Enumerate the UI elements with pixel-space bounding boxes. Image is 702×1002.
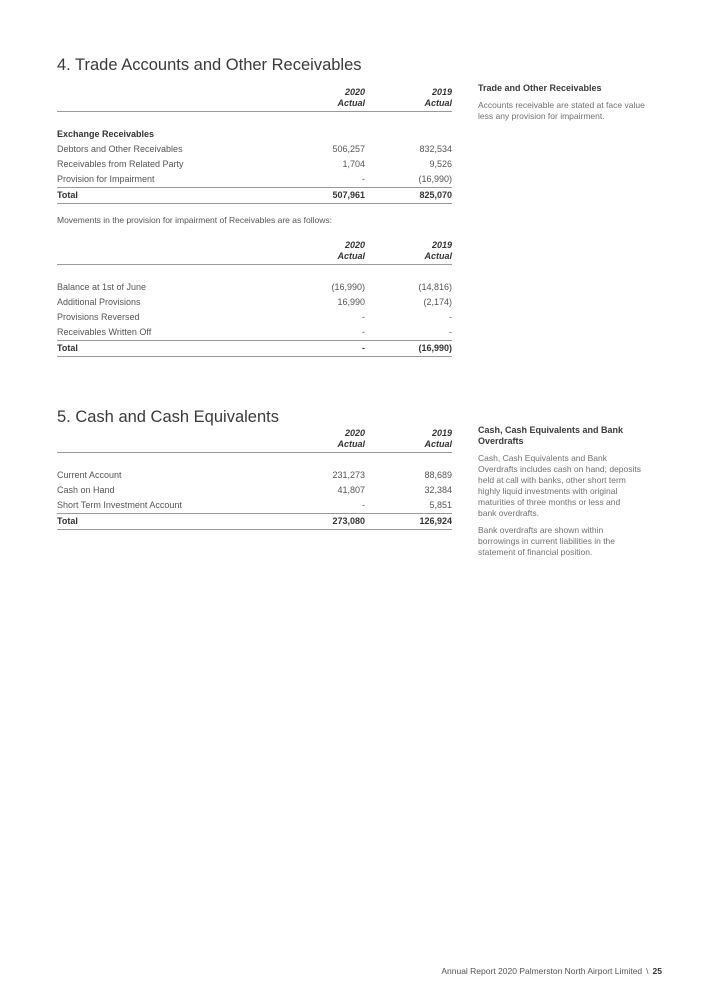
page-number: 25	[652, 966, 662, 976]
column-2019-header: 2019 Actual	[424, 428, 452, 449]
sidebar-paragraph: Cash, Cash Equivalents and Bank Overdrafts includes cash on hand; deposits held at call with banks, other short term highly liquid investments with original maturities of three months or less and bank overdrafts.	[478, 453, 642, 518]
impairment-table	[57, 240, 452, 357]
table-row: Receivables Written Off - -	[57, 327, 452, 337]
receivables-table	[57, 87, 452, 204]
column-2020-header: 2020 Actual	[337, 428, 365, 449]
table-row: Balance at 1st of June (16,990) (14,816)	[57, 282, 452, 292]
column-2020-header: 2020 Actual	[337, 87, 365, 108]
table-header	[57, 87, 452, 111]
table-row: Additional Provisions 16,990 (2,174)	[57, 297, 452, 307]
sidebar-heading: Cash, Cash Equivalents and Bank Overdrafts	[478, 425, 624, 446]
table-row: Cash on Hand 41,807 32,384	[57, 485, 452, 495]
table-header	[57, 428, 452, 452]
section-5-title: 5. Cash and Cash Equivalents	[57, 408, 279, 426]
table-row: Debtors and Other Receivables 506,257 832,534	[57, 144, 452, 154]
footer-text: Annual Report 2020 Palmerston North Airport Limited	[441, 966, 643, 976]
receivables-sidebar-note	[478, 83, 668, 128]
page-footer	[441, 966, 662, 976]
total-row: Total 507,961 825,070	[57, 187, 452, 204]
column-2020-header: 2020 Actual	[337, 240, 365, 261]
table-header	[57, 240, 452, 264]
group-heading: Exchange Receivables	[57, 129, 155, 139]
sidebar-paragraph: Bank overdrafts are shown within borrowings in current liabilities in the statement of financial position.	[478, 525, 616, 557]
table-row: Current Account 231,273 88,689	[57, 470, 452, 480]
cash-sidebar-note	[478, 425, 668, 564]
total-row: Total - (16,990)	[57, 340, 452, 357]
movement-note: Movements in the provision for impairment of Receivables are as follows:	[57, 215, 332, 225]
section-4-title: 4. Trade Accounts and Other Receivables	[57, 56, 362, 74]
sidebar-paragraph: Accounts receivable are stated at face value less any provision for impairment.	[478, 100, 645, 121]
table-row: Short Term Investment Account - 5,851	[57, 500, 452, 510]
sidebar-heading: Trade and Other Receivables	[478, 83, 602, 93]
total-row: Total 273,080 126,924	[57, 513, 452, 530]
cash-table	[57, 428, 452, 530]
table-row: Receivables from Related Party 1,704 9,526	[57, 159, 452, 169]
column-2019-header: 2019 Actual	[424, 87, 452, 108]
column-2019-header: 2019 Actual	[424, 240, 452, 261]
footer-separator: \	[646, 966, 649, 976]
table-row: Provision for Impairment - (16,990)	[57, 174, 452, 184]
table-row: Provisions Reversed - -	[57, 312, 452, 322]
